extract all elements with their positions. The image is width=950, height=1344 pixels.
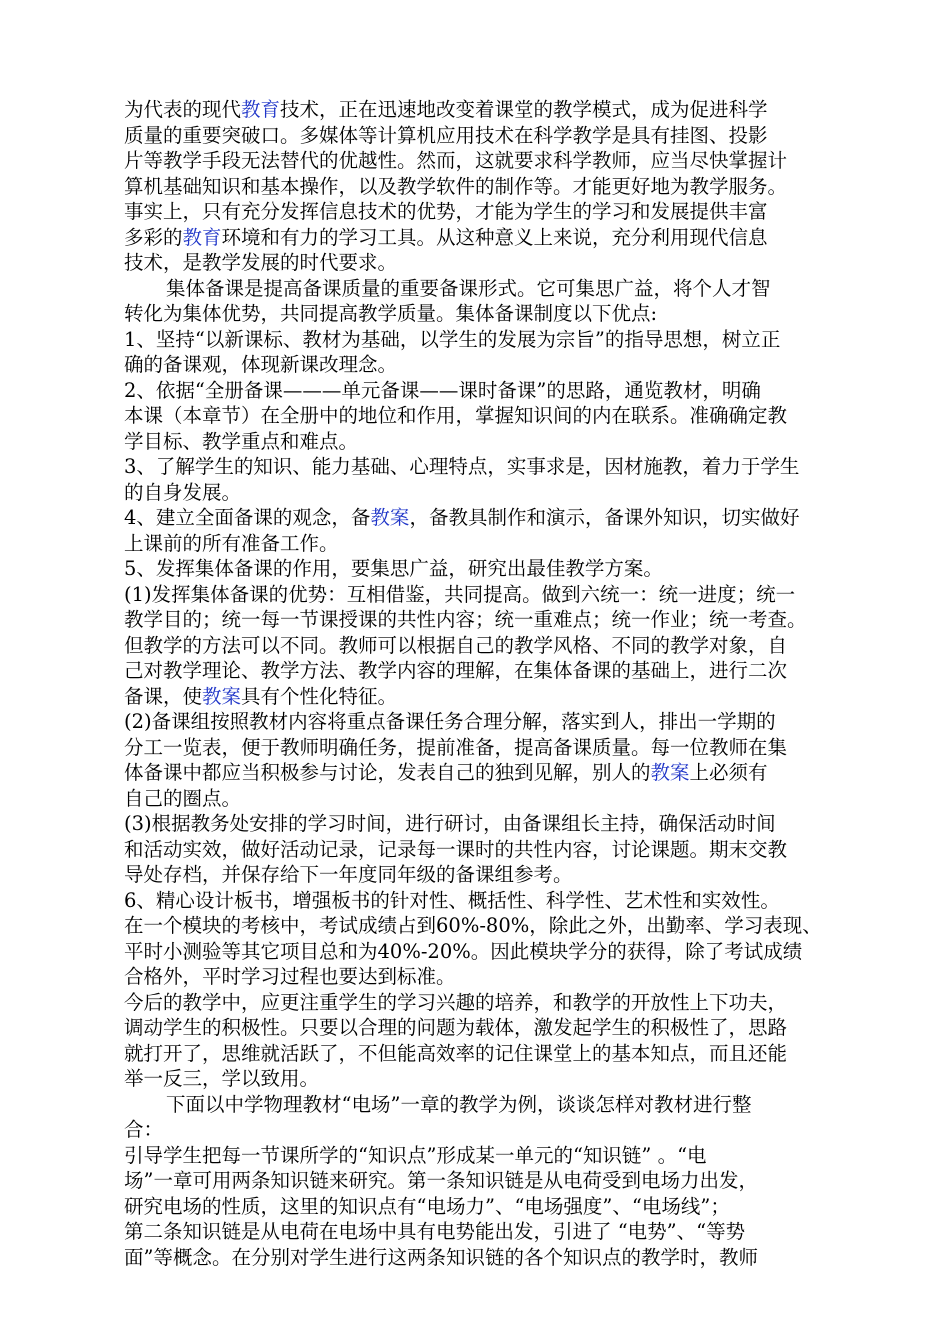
text-line (124, 786, 864, 812)
text-run: 和活动实效，做好活动记录，记录每一课时的共性内容，讨论课题。期末交教 (124, 837, 788, 861)
text-run: 事实上，只有充分发挥信息技术的优势，才能为学生的学习和发展提供丰富 (124, 200, 768, 223)
text-run: (1)发挥集体备课的优势：互相借鉴，共同提高。做到六统一：统一进度；统一 (124, 582, 796, 606)
keyword-link[interactable]: 教案 (650, 761, 690, 784)
text-run: 合： (124, 1118, 164, 1141)
paragraph-modern-tech (124, 97, 864, 276)
text-line (124, 123, 864, 149)
text-run: 本课（本章节）在全册中的地位和作用，掌握知识间的内在联系。准确确定教 (124, 404, 788, 427)
text-run: 备课，使 (124, 684, 203, 708)
text-run: 就打开了，思维就活跃了，不但能高效率的记住课堂上的基本知点，而且还能 (124, 1041, 788, 1065)
text-run: 技术，是教学发展的时代要求。 (124, 251, 398, 274)
text-run: 环境和有力的学习工具。从这种意义上来说，充分利用现代信息 (221, 225, 768, 249)
text-run: 面”等概念。在分别对学生进行这两条知识链的各个知识点的教学时，教师 (124, 1245, 758, 1269)
text-run: 6、精心设计板书，增强板书的针对性、概括性、科学性、艺术性和实效性。 (124, 888, 780, 912)
paragraph-item-1 (124, 327, 864, 378)
text-run: 体备课中都应当积极参与讨论，发表自己的独到见解，别人的 (124, 761, 651, 784)
text-run: 分工一览表，便于教师明确任务，提前准备，提高备课质量。每一位教师在集 (124, 735, 788, 759)
text-run: 在一个模块的考核中，考试成绩占到60%-80%，除此之外，出勤率、学习表现、 (124, 914, 822, 937)
document-body (124, 97, 864, 1270)
paragraph-item-5-3 (124, 811, 864, 888)
text-line (124, 709, 864, 735)
text-line (124, 480, 864, 506)
text-run: 4、建立全面备课的观念，备 (124, 506, 371, 529)
text-line (124, 1194, 864, 1220)
text-run: 集体备课是提高备课质量的重要备课形式。它可集思广益，将个人才智 (166, 276, 771, 300)
text-line (124, 531, 864, 557)
text-line (124, 607, 864, 633)
text-run: 调动学生的积极性。只要以合理的问题为载体，激发起学生的积极性了，思路 (124, 1016, 788, 1039)
text-run: 下面以中学物理教材“电场”一章的教学为例，谈谈怎样对教材进行整 (166, 1092, 752, 1116)
text-run: 上课前的所有准备工作。 (124, 531, 339, 555)
text-run: 质量的重要突破口。多媒体等计算机应用技术在科学教学是具有挂图、投影 (124, 123, 768, 147)
paragraph-item-5 (124, 556, 864, 582)
text-run: 技术，正在迅速地改变着课堂的教学模式，成为促进科学 (280, 98, 768, 121)
text-run: 平时小测验等其它项目总和为40%-20%。因此模块学分的获得，除了考试成绩 (124, 939, 803, 963)
text-line (124, 1245, 864, 1271)
text-line (124, 913, 864, 939)
text-run: ，备教具制作和演示，备课外知识，切实做好 (409, 506, 800, 529)
text-line (124, 990, 864, 1016)
text-line (124, 199, 864, 225)
text-line (124, 378, 864, 404)
text-line (124, 888, 864, 914)
text-run: 教学目的；统一每一节课授课的共性内容；统一重难点；统一作业；统一考查。 (124, 608, 807, 631)
text-line (124, 862, 864, 888)
text-line (124, 760, 864, 786)
text-line (124, 964, 864, 990)
text-run: 5、发挥集体备课的作用，要集思广益，研究出最佳教学方案。 (124, 557, 663, 580)
text-line (124, 582, 864, 608)
text-line (124, 1219, 864, 1245)
text-line (124, 276, 864, 302)
text-line (124, 811, 864, 837)
text-line (124, 684, 864, 710)
text-line (124, 1092, 864, 1118)
text-line (124, 352, 864, 378)
text-line (124, 1041, 864, 1067)
paragraph-example (124, 1092, 864, 1143)
text-run: 片等教学手段无法替代的优越性。然而，这就要求科学教师，应当尽快掌握计 (124, 149, 788, 172)
paragraph-item-5-1 (124, 582, 864, 710)
text-run: 今后的教学中，应更注重学生的学习兴趣的培养，和教学的开放性上下功夫， (124, 990, 788, 1014)
text-run: 导处存档，并保存给下一年度同年级的备课组参考。 (124, 863, 573, 886)
text-run: 3、了解学生的知识、能力基础、心理特点，实事求是，因材施教，着力于学生 (124, 455, 800, 478)
keyword-link[interactable]: 教案 (202, 684, 242, 708)
text-line (124, 148, 864, 174)
text-line (124, 97, 864, 123)
text-run: 学目标、教学重点和难点。 (124, 429, 359, 453)
keyword-link[interactable]: 教育 (182, 225, 222, 249)
text-run: 举一反三，学以致用。 (124, 1067, 320, 1090)
text-run: 2、依据“全册备课———单元备课——课时备课”的思路，通览教材，明确 (124, 378, 761, 402)
text-run: 多彩的 (124, 225, 183, 249)
text-line (124, 633, 864, 659)
text-run: 上必须有 (689, 761, 768, 784)
text-run: 算机基础知识和基本操作，以及教学软件的制作等。才能更好地为教学服务。 (124, 174, 788, 198)
text-line (124, 1143, 864, 1169)
text-run: (3)根据教务处安排的学习时间，进行研讨，由备课组长主持，确保活动时间 (124, 812, 776, 835)
text-line (124, 327, 864, 353)
text-run: 引导学生把每一节课所学的“知识点”形成某一单元的“知识链” 。“电 (124, 1143, 707, 1167)
text-run: 但教学的方法可以不同。教师可以根据自己的教学风格、不同的教学对象，自 (124, 633, 788, 657)
text-run: 场”一章可用两条知识链来研究。第一条知识链是从电荷受到电场力出发， (124, 1169, 758, 1192)
text-run: 己对教学理论、教学方法、教学内容的理解，在集体备课的基础上，进行二次 (124, 659, 788, 682)
paragraph-item-4 (124, 505, 864, 556)
paragraph-item-5-2 (124, 709, 864, 811)
text-line (124, 837, 864, 863)
text-line (124, 735, 864, 761)
text-run: 确的备课观，体现新课改理念。 (124, 353, 398, 376)
text-run: 1、坚持“以新课标、教材为基础，以学生的发展为宗旨”的指导思想，树立正 (124, 327, 781, 351)
text-line (124, 1066, 864, 1092)
text-line (124, 939, 864, 965)
paragraph-future (124, 990, 864, 1092)
text-line (124, 556, 864, 582)
paragraph-knowledge-chain (124, 1143, 864, 1271)
text-line (124, 174, 864, 200)
text-line (124, 505, 864, 531)
paragraph-group-prep (124, 276, 864, 327)
text-run: 研究电场的性质，这里的知识点有“电场力”、“电场强度”、“电场线”； (124, 1194, 730, 1218)
keyword-link[interactable]: 教育 (241, 98, 281, 121)
paragraph-item-2 (124, 378, 864, 455)
text-run: 的自身发展。 (124, 480, 242, 504)
text-line (124, 658, 864, 684)
text-line (124, 403, 864, 429)
text-line (124, 1015, 864, 1041)
paragraph-item-3 (124, 454, 864, 505)
text-run: 自己的圈点。 (124, 786, 242, 810)
text-line (124, 225, 864, 251)
text-line (124, 250, 864, 276)
text-line (124, 1168, 864, 1194)
text-line (124, 1117, 864, 1143)
text-line (124, 429, 864, 455)
text-run: 为代表的现代 (124, 98, 242, 121)
text-run: (2)备课组按照教材内容将重点备课任务合理分解，落实到人，排出一学期的 (124, 710, 776, 733)
text-run: 第二条知识链是从电荷在电场中具有电势能出发，引进了 “电势”、“等势 (124, 1220, 746, 1243)
text-run: 合格外，平时学习过程也要达到标准。 (124, 965, 456, 988)
paragraph-item-6 (124, 888, 864, 914)
keyword-link[interactable]: 教案 (370, 506, 410, 529)
paragraph-assessment (124, 913, 864, 990)
text-line (124, 454, 864, 480)
text-line (124, 301, 864, 327)
text-run: 具有个性化特征。 (241, 684, 398, 708)
text-run: 转化为集体优势，共同提高教学质量。集体备课制度以下优点: (124, 302, 658, 325)
